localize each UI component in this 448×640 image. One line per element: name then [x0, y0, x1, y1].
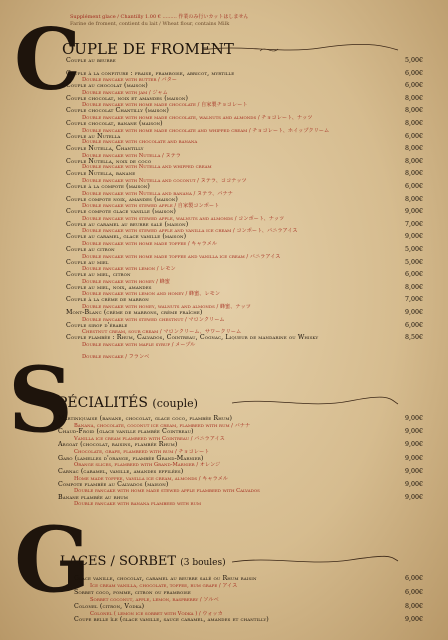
couple-item-price: 7,00€ — [405, 296, 424, 304]
couple-item-name: Couple à la crème de marron — [66, 296, 149, 304]
glaces-item-price: 6,00€ — [405, 588, 424, 596]
couple-item-name: Couple au caramel, glace vanille (maison) — [66, 233, 187, 241]
specialites-item-description: Chocolate, grape, flambeed with rum / チョコレート — [74, 449, 210, 456]
couple-item-price: 8,00€ — [405, 157, 424, 165]
couple-item-price: 9,00€ — [405, 208, 424, 216]
specialites-item-description: Double pancake with home made stewed apple flambeed with Calvados — [74, 487, 260, 494]
specialites-title-suffix: (couple) — [152, 397, 198, 410]
couple-item-description: Double pancake with home made chocolate and whipped cream / チョコレート、ホイップクリーム — [82, 127, 330, 134]
couple-item-description: Double pancake with stewed apple and vanilla ice cream / コンポート、バニラアイス — [82, 228, 298, 235]
couple-item-price: 8,00€ — [405, 107, 424, 115]
couple-item-description: Double pancake with honey, walnuts and almonds / 蜂蜜、ナッツ — [82, 304, 251, 310]
couple-item-price: 8,50€ — [405, 334, 424, 342]
couple-item-price: 8,00€ — [405, 145, 424, 153]
couple-item-name: Couple Nutella, banane — [66, 170, 136, 178]
specialites-item-description: Double pancake with banana flambeed with rum — [74, 501, 201, 507]
couple-item-description: Chestnut cream, sour cream / マロンクリーム、サワークリーム — [82, 329, 242, 336]
couple-item-description: Double pancake with home made chocolate, walnuts and almonds / チョコレート、ナッツ — [82, 115, 313, 121]
couple-item-description: Double pancake with stewed chestnut / マロンクリーム — [82, 316, 225, 323]
couple-item-name: Couple au chocolat (maison) — [66, 82, 148, 90]
couple-item-description: Double pancake with maple syrup / メープル — [82, 341, 196, 348]
couple-initial-letter: C — [14, 10, 81, 109]
couple-item-name: Couple Nutella, noix de coco — [66, 157, 152, 165]
couple-item-name: Couple chocolat, banane (maison) — [66, 120, 163, 127]
specialites-title-text: PÉCIALITÉS — [58, 395, 148, 411]
glaces-title-suffix: (3 boules) — [180, 558, 226, 568]
couple-item-price: 5,00€ — [405, 246, 424, 253]
glaces-item-price: 9,00€ — [405, 616, 424, 624]
couple-item-price: 6,00€ — [405, 132, 424, 140]
specialites-item-price: 9,00€ — [405, 481, 424, 488]
couple-item-name: Couple au citron — [66, 246, 115, 253]
couple-item-description: Double pancake with home made chocolate / 自家製チョコレート — [82, 102, 248, 109]
couple-item-description: Double pancake with Nutella and whipped cream — [82, 164, 212, 171]
specialites-item-name: Garo (lamelles d'orange, flambée Grand-Marnier) — [58, 454, 204, 462]
specialites-item-description: Home made toffee, vanilla ice cream, almonds / キャラメル — [74, 475, 228, 482]
specialites-item-description: Banana, chocolate, coconut ice cream, flambeed with rum / バナナ — [74, 422, 251, 429]
couple-item-description: Double pancake with stewed apple, walnuts and almonds / コンポート、ナッツ — [82, 215, 285, 222]
couple-item-description: Double pancake with home made toffee / キャラメル — [82, 241, 218, 247]
couple-item-description: Double pancake / フランベ — [82, 354, 150, 361]
couple-item-price: 9,00€ — [405, 309, 424, 316]
specialites-item-description: Vanilla ice cream flambeed with Cointreau / バニラアイス — [74, 436, 225, 442]
specialites-item-name: Martiniquaise (banane, chocolat, glace coco, flambée Rhum) — [58, 415, 233, 422]
couple-item-description: Double pancake with lemon / レモン — [82, 266, 176, 273]
glaces-item-name: Sorbet coco, pomme, citron ou framboise — [74, 588, 191, 596]
couple-item-name: Couple Nutella, Chantilly — [66, 145, 144, 153]
specialites-item-name: Banane flambée au rhum — [58, 494, 128, 502]
glaces-item-description: Ice cream vanilla, chocolate, toffee, rum grape / アイス — [90, 583, 238, 589]
couple-item-description: Double pancake with Nutella and coconut / ヌテラ、ココナッツ — [82, 178, 247, 184]
couple-item-name: Couple chocolat Chantilly (maison) — [66, 107, 169, 115]
couple-item-name: Couple à la confiture : fraise, framboise, abricot, myrtille — [66, 69, 235, 77]
couple-item-price: 8,00€ — [405, 195, 424, 203]
glaces-item-name: Coupe belle île (glace vanille, sauce caramel, amandes et chantilly) — [74, 616, 269, 624]
glaces-initial-letter: G — [14, 507, 91, 613]
couple-item-price: 6,00€ — [405, 321, 424, 329]
couple-item-name: Couple au miel — [66, 258, 109, 266]
specialites-item-name: Chaud-Froid (glace vanille flambée Cointreau) — [58, 428, 194, 436]
couple-section-title: OUPLE DE FROMENT — [62, 40, 234, 58]
couple-item-name: Couple flambée : Rhum, Calvados, Cointreau, Cognac, Liqueur de mandarine ou Whisky — [66, 334, 319, 342]
couple-item-name: Couple au beurre — [66, 57, 116, 64]
couple-item-description: Double pancake with honey / 蜂蜜 — [82, 278, 170, 285]
couple-item-description: Double pancake with Nutella and banana / ヌテラ、バナナ — [82, 190, 233, 197]
couple-item-price: 6,00€ — [405, 82, 424, 90]
couple-item-price: 8,00€ — [405, 170, 424, 178]
supplement-line-2: Farine de froment, contient du lait / Wheat flour, contains Milk — [70, 21, 230, 27]
specialites-item-name: Compote flambée au Calvados (maison) — [58, 481, 169, 488]
glaces-item-description: Sorbet coconut, apple, lemon, raspberry / ソルベ — [90, 596, 219, 603]
glaces-item-price: 8,00€ — [405, 602, 424, 610]
couple-item-name: Couple au Nutella — [66, 132, 121, 140]
couple-item-price: 5,00€ — [405, 258, 424, 266]
couple-item-description: Double pancake with stewed apple / 自家製コンポート — [82, 203, 220, 210]
couple-item-description: Double pancake with jam / ジャム — [82, 89, 168, 96]
couple-item-description: Double pancake with home made toffee and vanilla ice cream / バニラアイス — [82, 253, 281, 260]
specialites-item-price: 9,00€ — [405, 454, 424, 462]
specialites-item-price: 9,00€ — [405, 467, 424, 475]
specialites-item-price: 9,00€ — [405, 428, 424, 436]
couple-item-name: Couple au miel, noix, amandes — [66, 283, 152, 291]
couple-item-price: 8,00€ — [405, 94, 424, 102]
specialites-item-name: Argoat (chocolat, raisins, flambée Rhum) — [58, 441, 178, 449]
specialites-item-price: 9,00€ — [405, 441, 424, 449]
couple-item-description: Double pancake with chocolate and banana — [82, 139, 198, 146]
specialites-item-price: 9,00€ — [405, 415, 424, 422]
supplement-line-1: Supplément glace / Chantilly 1.00 € ......... 作業のみ行いカットはしません — [70, 14, 249, 20]
couple-item-name: Couple à la compote (maison) — [66, 183, 150, 190]
specialites-initial-letter: S — [8, 347, 73, 453]
glaces-item-description: Colonel ( lemon ice sorbet with Vodka ) / ウォッカ — [90, 610, 223, 617]
specialites-item-name: Carnac (caramel, vanille, amandes effilées) — [58, 467, 184, 475]
glaces-item-price: 6,00€ — [405, 575, 424, 582]
couple-item-price: 8,00€ — [405, 283, 424, 291]
couple-item-price: 6,00€ — [405, 271, 424, 279]
couple-item-name: Couple au miel, citron — [66, 271, 131, 279]
couple-item-price: 6,00€ — [405, 69, 424, 77]
couple-item-name: Couple compote noix, amandes (maison) — [66, 195, 178, 203]
specialites-item-description: Orange slices, flambeed with Grand-Marnier / オレンジ — [74, 462, 221, 469]
couple-item-price: 7,00€ — [405, 220, 424, 228]
couple-item-description: Double pancake with Nutella / ヌテラ — [82, 152, 181, 159]
couple-item-name: Mont-Blanc (crème de marrons, crème fraîche) — [66, 309, 203, 316]
couple-item-name: Couple compote glace vanille (maison) — [66, 208, 176, 216]
glaces-item-name: Glace vanille, chocolat, caramel au beurre salé ou Rhum raisin — [74, 575, 257, 582]
specialites-item-price: 9,00€ — [405, 494, 424, 502]
couple-item-name: Couple au caramel au beurre salé (maison) — [66, 220, 189, 228]
couple-item-name: Couple sirop d'érable — [66, 321, 128, 329]
couple-item-name: Couple chocolat, noix et amandes (maison) — [66, 94, 189, 102]
glaces-item-name: Colonel (citron, Vodka) — [74, 602, 145, 610]
couple-item-price: 6,00€ — [405, 183, 424, 190]
couple-item-description: Double pancake with butter / バター — [82, 77, 177, 84]
couple-item-price: 9,00€ — [405, 233, 424, 241]
couple-item-price: 5,00€ — [405, 57, 424, 64]
couple-item-price: 8,00€ — [405, 120, 424, 127]
glaces-title-text: LACES / SORBET — [60, 554, 177, 569]
couple-item-description: Double pancake with lemon and honey / 蜂蜜、レモン — [82, 291, 221, 298]
